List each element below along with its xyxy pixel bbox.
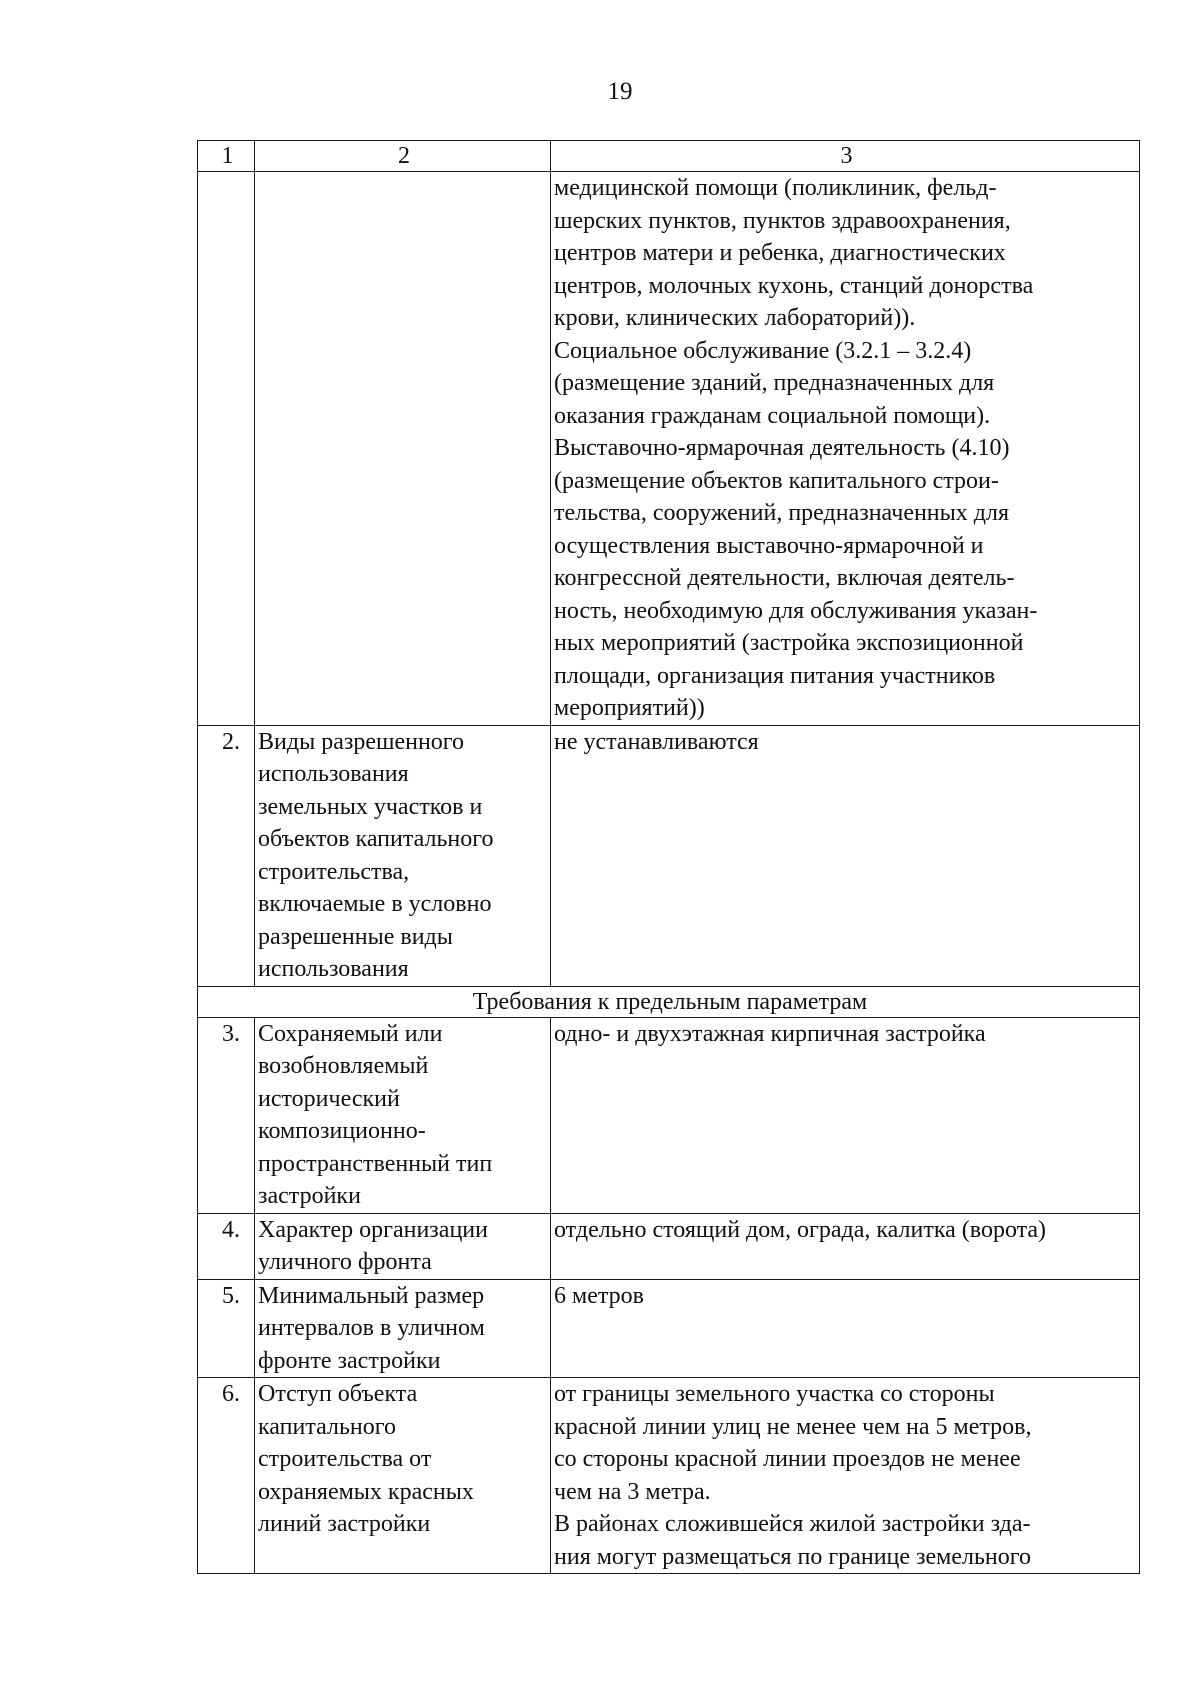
- parameter-name-line: линий застройки: [258, 1511, 431, 1537]
- continuation-value-cell: [551, 172, 1140, 726]
- parameter-value-line: В районах сложившейся жилой застройки зда-: [554, 1511, 1031, 1537]
- parameter-name-line: Сохраняемый или: [258, 1020, 443, 1047]
- table-row: [198, 725, 1140, 986]
- row-parameter-value: [551, 1017, 1140, 1213]
- parameter-name-line: пространственный тип: [258, 1150, 493, 1177]
- parameter-value-line: со стороны красной линии проездов не менее: [554, 1446, 1021, 1472]
- continuation-text-line: площади, организация питания участников: [554, 662, 996, 689]
- continuation-text-line: шерских пунктов, пунктов здравоохранения,: [554, 207, 1011, 234]
- parameter-name-line: фронте застройки: [258, 1347, 441, 1374]
- row-number: 6.: [198, 1378, 255, 1574]
- parameter-name-line: интервалов в уличном: [258, 1315, 485, 1341]
- continuation-text-line: тельства, сооружений, предназначенных для: [554, 500, 1010, 526]
- row-number: 4.: [198, 1213, 255, 1279]
- parameter-value-line: одно- и двухэтажная кирпичная застройка: [554, 1020, 986, 1047]
- row-parameter-value: [551, 1213, 1140, 1279]
- continuation-text-line: осуществления выставочно-ярмарочной и: [554, 532, 984, 559]
- parameter-value-line: чем на 3 метра.: [554, 1478, 711, 1505]
- parameter-name-line: исторический: [258, 1085, 400, 1112]
- continuation-text-line: (размещение объектов капитального строи-: [554, 467, 999, 494]
- parameter-value-line: ния могут размещаться по границе земельного: [554, 1543, 1032, 1570]
- parameter-name-line: включаемые в условно: [258, 891, 492, 917]
- parameter-name-line: возобновляемый: [258, 1053, 429, 1079]
- parameter-value-line: 6 метров: [554, 1282, 644, 1309]
- row-parameter-name: [255, 1213, 551, 1279]
- header-col-1: 1: [198, 141, 255, 172]
- table-row: [198, 1213, 1140, 1279]
- row-parameter-value: [551, 1378, 1140, 1574]
- header-col-2: 2: [255, 141, 551, 172]
- parameter-name-line: строительства,: [258, 858, 410, 885]
- parameter-value-line: красной линии улиц не менее чем на 5 метров,: [554, 1413, 1032, 1440]
- table-row: [198, 1279, 1140, 1378]
- parameter-name-line: капитального: [258, 1413, 396, 1440]
- page-number: 19: [607, 78, 633, 105]
- continuation-name-cell: [255, 172, 551, 726]
- parameter-name-line: застройки: [258, 1183, 361, 1209]
- continuation-text-line: крови, клинических лабораторий)).: [554, 305, 916, 331]
- continuation-text-line: Социальное обслуживание (3.2.1 – 3.2.4): [554, 337, 972, 364]
- table-row: [198, 1017, 1140, 1213]
- row-parameter-name: [255, 725, 551, 986]
- parameter-name-line: Отступ объекта: [258, 1381, 418, 1407]
- continuation-text-line: оказания гражданам социальной помощи).: [554, 402, 991, 429]
- continuation-text-line: ных мероприятий (застройка экспозиционной: [554, 630, 1024, 656]
- row-parameter-value: [551, 1279, 1140, 1378]
- continuation-text-line: центров матери и ребенка, диагностических: [554, 240, 1006, 266]
- parameter-name-line: строительства от: [258, 1446, 432, 1472]
- continuation-text-line: конгрессной деятельности, включая деятель-: [554, 565, 1015, 591]
- row-parameter-name: [255, 1017, 551, 1213]
- parameter-name-line: Виды разрешенного: [258, 728, 465, 755]
- parameter-name-line: земельных участков и: [258, 793, 483, 820]
- header-col-3: 3: [551, 141, 1140, 172]
- continuation-text-line: медицинской помощи (поликлиник, фельд-: [554, 175, 997, 201]
- parameter-value-line: не устанавливаются: [554, 728, 759, 755]
- parameter-name-line: Минимальный размер: [258, 1282, 485, 1309]
- parameter-name-line: использования: [258, 956, 409, 982]
- row-number: 3.: [198, 1017, 255, 1213]
- continuation-text-line: мероприятий)): [554, 695, 705, 721]
- continuation-text-line: ность, необходимую для обслуживания указан-: [554, 597, 1038, 624]
- parameter-value-line: отдельно стоящий дом, ограда, калитка (ворота): [554, 1216, 1047, 1243]
- continuation-text-line: центров, молочных кухонь, станций донорства: [554, 272, 1034, 299]
- parameter-name-line: охраняемых красных: [258, 1478, 474, 1505]
- row-number: 2.: [198, 725, 255, 986]
- continuation-num-cell: [198, 172, 255, 726]
- section-title: Требования к предельным параметрам: [198, 986, 1140, 1017]
- continuation-row: [198, 172, 1140, 726]
- row-parameter-name: [255, 1378, 551, 1574]
- parameter-name-line: разрешенные виды: [258, 923, 453, 950]
- parameter-name-line: уличного фронта: [258, 1249, 432, 1275]
- continuation-text-line: Выставочно-ярмарочная деятельность (4.10): [554, 435, 1010, 461]
- regulations-table: [197, 140, 1140, 1574]
- row-number: 5.: [198, 1279, 255, 1378]
- parameter-name-line: объектов капитального: [258, 826, 494, 852]
- section-row: [198, 986, 1140, 1017]
- row-parameter-name: [255, 1279, 551, 1378]
- parameter-name-line: Характер организации: [258, 1216, 488, 1243]
- table-row: [198, 1378, 1140, 1574]
- row-parameter-value: [551, 725, 1140, 986]
- table-header-row: [198, 141, 1140, 172]
- continuation-text-line: (размещение зданий, предназначенных для: [554, 370, 995, 396]
- parameter-value-line: от границы земельного участка со стороны: [554, 1381, 995, 1407]
- parameter-name-line: композиционно-: [258, 1118, 426, 1144]
- parameter-name-line: использования: [258, 761, 409, 787]
